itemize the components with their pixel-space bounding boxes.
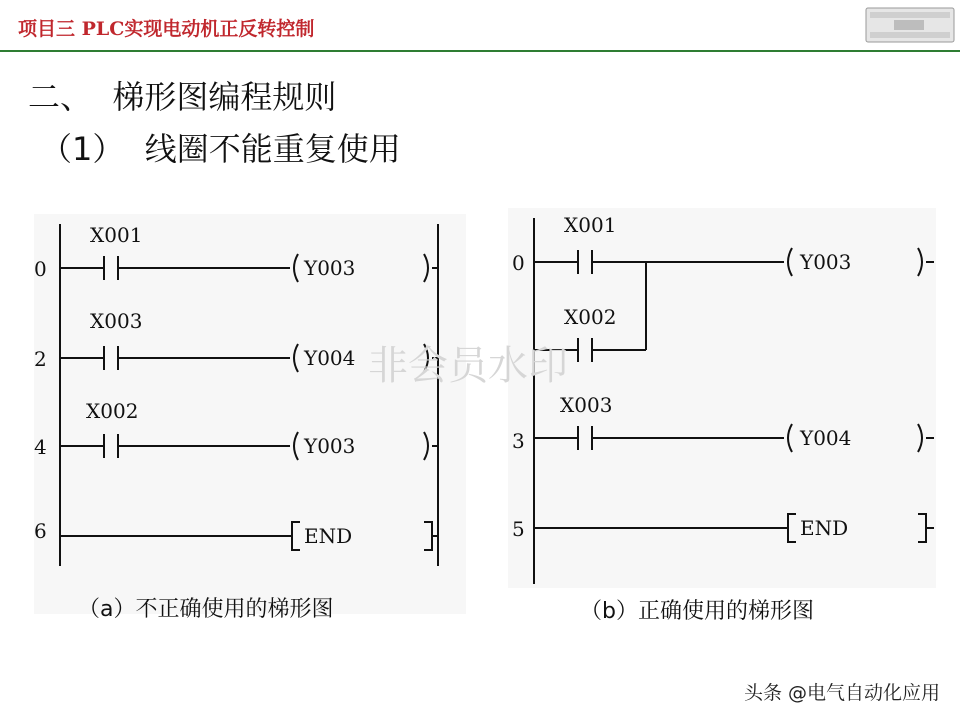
contact-label: X001 xyxy=(564,213,617,237)
step-number: 3 xyxy=(512,429,525,453)
step-number: 6 xyxy=(34,519,47,543)
step-number: 5 xyxy=(512,517,525,541)
coil-label: END xyxy=(304,524,353,548)
parallel-contact-label: X002 xyxy=(564,305,617,329)
header-title: 项目三 PLC实现电动机正反转控制 xyxy=(18,18,315,40)
contact-label: X003 xyxy=(560,393,613,417)
ladder-diagram-b-svg xyxy=(508,208,936,588)
footer-credit: 头条 @电气自动化应用 xyxy=(743,682,940,704)
coil-label: Y003 xyxy=(304,434,356,458)
watermark: 非会员水印 xyxy=(368,343,568,389)
diagram-a-caption: （a）不正确使用的梯形图 xyxy=(78,597,334,622)
plc-device-image xyxy=(864,2,956,46)
section-subheading: （1） 线圈不能重复使用 xyxy=(40,130,401,168)
coil-label: Y003 xyxy=(304,256,356,280)
ladder-diagram-a xyxy=(34,214,466,614)
step-number: 0 xyxy=(512,251,525,275)
ladder-diagram-b xyxy=(508,208,936,588)
coil-label: Y003 xyxy=(800,250,852,274)
coil-label: Y004 xyxy=(800,426,852,450)
coil-label: Y004 xyxy=(304,346,356,370)
step-number: 0 xyxy=(34,257,47,281)
contact-label: X003 xyxy=(90,309,143,333)
coil-label: END xyxy=(800,516,849,540)
diagram-b-caption: （b）正确使用的梯形图 xyxy=(580,599,814,624)
step-number: 2 xyxy=(34,347,47,371)
header-divider xyxy=(0,50,960,52)
contact-label: X001 xyxy=(90,223,143,247)
section-heading: 二、 梯形图编程规则 xyxy=(28,78,337,116)
contact-label: X002 xyxy=(86,399,139,423)
ladder-diagram-a-svg xyxy=(34,214,466,614)
step-number: 4 xyxy=(34,435,47,459)
